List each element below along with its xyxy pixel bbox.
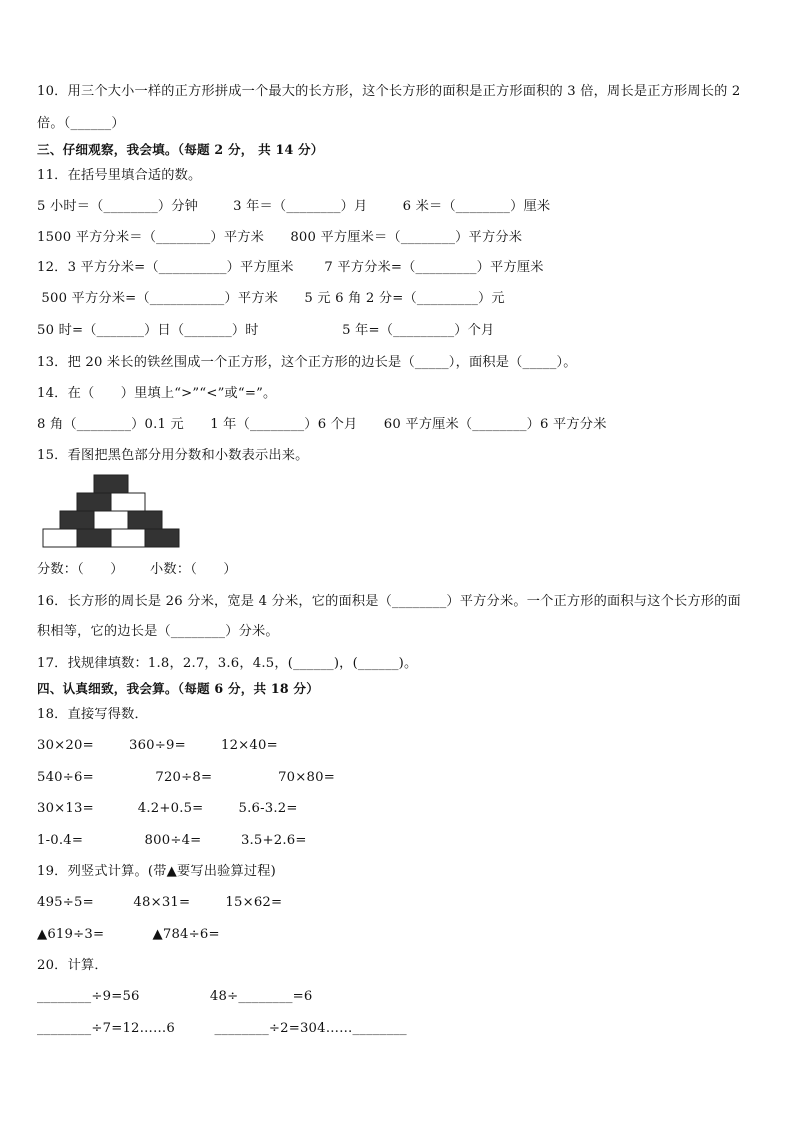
brick-white <box>43 529 77 547</box>
question-15-prompt: 15．看图把黑色部分用分数和小数表示出来。 <box>37 448 309 463</box>
brick-white <box>111 493 145 511</box>
section-4-heading: 四、认真细致，我会算。（每题 6 分，共 18 分） <box>37 681 320 696</box>
question-19-row-1: 495÷5= 48×31= 15×62= <box>37 895 283 910</box>
brick-white <box>111 529 145 547</box>
question-18-row-3: 30×13= 4.2+0.5= 5.6-3.2= <box>37 801 298 816</box>
brick-black <box>60 511 94 529</box>
brick-black <box>128 511 162 529</box>
question-12-row-3: 50 时=（_______）日（_______）时 5 年=（_________）个月 <box>37 323 495 338</box>
question-20-row-1: ________÷9=56 48÷________=6 <box>37 989 313 1004</box>
question-11-row-2: 1500 平方分米＝（________）平方米 800 平方厘米＝（________）平方分米 <box>37 230 523 245</box>
question-16-line-2: 积相等，它的边长是（________）分米。 <box>37 624 279 639</box>
section-3-heading: 三、仔细观察，我会填。（每题 2 分， 共 14 分） <box>37 142 324 157</box>
question-18-row-4: 1-0.4= 800÷4= 3.5+2.6= <box>37 833 307 848</box>
question-18-row-1: 30×20= 360÷9= 12×40= <box>37 738 278 753</box>
question-11-row-1: 5 小时＝（________）分钟 3 年＝（________）月 6 米＝（________）厘米 <box>37 199 551 214</box>
question-14-prompt: 14．在（ ）里填上“>”“<”或“=”。 <box>37 386 277 401</box>
question-10-line-1: 10．用三个大小一样的正方形拼成一个最大的长方形，这个长方形的面积是正方形面积的 3 倍，周长是正方形周长的 2 <box>37 84 741 99</box>
brick-black <box>145 529 179 547</box>
question-16-line-1: 16．长方形的周长是 26 分米，宽是 4 分米，它的面积是（________）平方分米。一个正方形的面积与这个长方形的面 <box>37 594 741 609</box>
question-18-prompt: 18．直接写得数． <box>37 707 148 722</box>
question-11-prompt: 11．在括号里填合适的数。 <box>37 168 202 183</box>
question-14-row: 8 角（________）0.1 元 1 年（________）6 个月 60 平方厘米（________）6 平方分米 <box>37 417 607 432</box>
question-13: 13．把 20 米长的铁丝围成一个正方形，这个正方形的边长是（_____），面积是（_____）。 <box>37 355 577 370</box>
question-12-row-2: 500 平方分米=（___________）平方米 5 元 6 角 2 分=（_________）元 <box>37 291 505 306</box>
question-10-line-2: 倍。（______） <box>37 116 125 131</box>
brick-black <box>94 475 128 493</box>
question-20-row-2: ________÷7=12……6 ________÷2=304……________ <box>37 1021 407 1036</box>
brick-pyramid-figure <box>42 474 182 550</box>
question-18-row-2: 540÷6= 720÷8= 70×80= <box>37 770 335 785</box>
question-19-row-2: ▲619÷3= ▲784÷6= <box>37 927 220 942</box>
question-12-row-1: 12．3 平方分米=（__________）平方厘米 7 平方分米=（_________）平方厘米 <box>37 260 544 275</box>
brick-white <box>94 511 128 529</box>
brick-black <box>77 493 111 511</box>
question-20-prompt: 20．计算． <box>37 958 108 973</box>
question-17: 17．找规律填数：1.8，2.7，3.6，4.5，(______)，(______)。 <box>37 656 418 671</box>
brick-black <box>77 529 111 547</box>
question-15-answer: 分数：（ ） 小数：（ ） <box>37 562 237 577</box>
question-19-prompt: 19．列竖式计算。(带▲要写出验算过程) <box>37 864 277 879</box>
